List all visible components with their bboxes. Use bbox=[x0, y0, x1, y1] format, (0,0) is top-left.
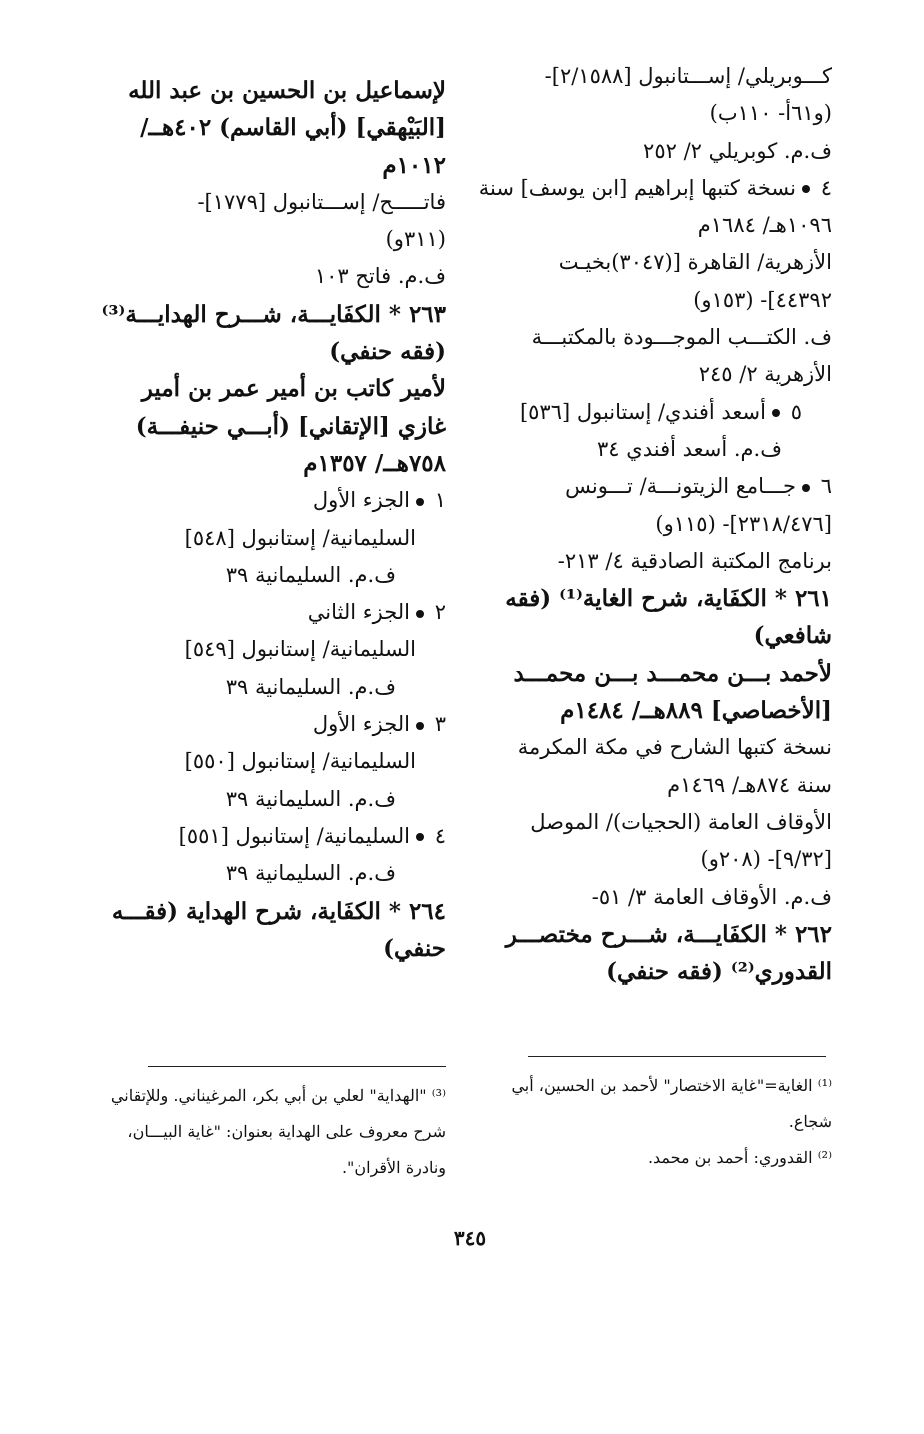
text-line bbox=[482, 207, 832, 244]
text-line bbox=[96, 781, 446, 818]
entry-heading-line bbox=[482, 580, 832, 617]
line-text: نسخة كتبها الشارح في مكة المكرمة bbox=[517, 735, 832, 760]
text-line bbox=[478, 170, 832, 207]
entry-heading-line bbox=[482, 953, 832, 990]
footnote-line: ⁽²⁾ القدوري: أحمد بن محمد. bbox=[647, 1148, 832, 1167]
bullet-icon bbox=[416, 498, 424, 506]
footnotes-right bbox=[492, 1068, 832, 1176]
text-line bbox=[482, 133, 832, 170]
line-text: لأمير كاتب بن أمير عمر بن أمير bbox=[141, 375, 446, 403]
left-column bbox=[96, 72, 446, 967]
footnote-line: ⁽¹⁾ الغاية="غاية الاختصار" لأحمد بن الحسين، أبي bbox=[511, 1076, 832, 1095]
text-line bbox=[96, 818, 446, 855]
line-text: سنة ٨٧٤هـ/ ١٤٦٩م bbox=[667, 772, 832, 797]
text-line bbox=[96, 258, 446, 295]
entry-heading-line bbox=[96, 930, 446, 967]
footnote-line: ونادرة الأقران". bbox=[341, 1158, 446, 1177]
line-text: حنفي) bbox=[383, 934, 446, 962]
line-text: السليمانية/ إستانبول [٥٥١] bbox=[178, 823, 410, 848]
line-text: السليمانية/ إستانبول [٥٤٨] bbox=[184, 525, 416, 550]
line-text: ١٠١٢م bbox=[382, 151, 446, 179]
line-text: ٢٦٢ * الكفَايـــة، شـــرح مختصـــر bbox=[505, 920, 832, 948]
line-text: ٧٥٨هــ/ ١٣٥٧م bbox=[303, 449, 446, 477]
line-text: السليمانية/ إستانبول [٥٤٩] bbox=[184, 637, 416, 662]
line-text: (٣١١و) bbox=[385, 227, 446, 252]
line-text: شافعي) bbox=[753, 622, 832, 650]
text-line bbox=[96, 669, 446, 706]
line-text: الأوقاف العامة (الحجيات)/ الموصل bbox=[530, 809, 832, 834]
line-text: ٢٦٣ * الكفَايـــة، شـــرح الهدايـــة⁽³⁾ bbox=[101, 300, 446, 328]
page-number: ٣٤٥ bbox=[453, 1226, 487, 1250]
line-text: الأزهرية/ القاهرة [(٣٠٤٧)بخيـت bbox=[558, 250, 832, 275]
text-line bbox=[482, 58, 832, 95]
footnote-line: شرح معروف على الهداية بعنوان: "غاية البيـــان، bbox=[127, 1122, 446, 1141]
text-line bbox=[96, 557, 446, 594]
text-line bbox=[96, 184, 446, 221]
entry-heading-line bbox=[482, 655, 832, 692]
line-text: (فقه حنفي) bbox=[329, 338, 446, 366]
bullet-icon bbox=[416, 833, 424, 841]
line-text: لأحمد بـــن محمـــد بـــن محمـــد bbox=[513, 659, 832, 687]
line-text: (و٦١أ- ١١٠ب) bbox=[709, 101, 832, 126]
entry-heading-line bbox=[482, 692, 832, 729]
line-text: فاتـــــح/ إســـتانبول [١٧٧٩]- bbox=[197, 189, 446, 214]
line-text: لإسماعيل بن الحسين بن عبد الله bbox=[128, 77, 446, 104]
bullet-icon bbox=[416, 610, 424, 618]
text-line bbox=[482, 431, 832, 468]
bullet-icon bbox=[802, 484, 810, 492]
line-text: [البَيْهقي] (أبي القاسم) ٤٠٢هــ/ bbox=[140, 114, 446, 142]
entry-heading-line bbox=[96, 72, 446, 109]
bullet-icon bbox=[802, 185, 810, 193]
entry-heading-line bbox=[96, 893, 446, 930]
entry-heading-line bbox=[96, 147, 446, 184]
text-line bbox=[96, 594, 446, 631]
line-text: ف.م. أسعد أفندي ٣٤ bbox=[597, 436, 782, 461]
text-line bbox=[96, 520, 446, 557]
text-line bbox=[482, 319, 832, 356]
item-number: ٢ bbox=[434, 600, 446, 625]
line-text: السليمانية/ إستانبول [٥٥٠] bbox=[184, 749, 416, 774]
line-text: [٢٣١٨/٤٧٦]- (١١٥و) bbox=[655, 511, 832, 536]
entry-heading-line bbox=[482, 916, 832, 953]
text-line bbox=[482, 767, 832, 804]
text-line bbox=[96, 482, 446, 519]
line-text: أسعد أفندي/ إستانبول [٥٣٦] bbox=[519, 399, 766, 424]
line-text: [الأخصاصي] ٨٨٩هــ/ ١٤٨٤م bbox=[560, 697, 832, 725]
text-line bbox=[482, 394, 832, 431]
entry-heading-line bbox=[96, 370, 446, 407]
text-line bbox=[482, 729, 832, 766]
line-text: ٢٦١ * الكفَاية، شرح الغاية⁽¹⁾ (فقه bbox=[505, 585, 832, 613]
entry-heading-line bbox=[482, 617, 832, 654]
text-line bbox=[96, 706, 446, 743]
footnote-divider-right bbox=[528, 1056, 826, 1057]
item-number: ٥ bbox=[790, 399, 802, 424]
item-number: ٤ bbox=[820, 175, 832, 200]
footnotes-left bbox=[106, 1078, 446, 1186]
line-text: ف.م. السليمانية ٣٩ bbox=[225, 562, 396, 587]
line-text: ف.م. كوبريلي ٢/ ٢٥٢ bbox=[643, 138, 832, 163]
text-line bbox=[482, 468, 832, 505]
entry-heading-line bbox=[96, 296, 446, 333]
line-text: القدوري⁽²⁾ (فقه حنفي) bbox=[606, 958, 832, 986]
text-line bbox=[482, 543, 832, 580]
line-text: ف.م. السليمانية ٣٩ bbox=[225, 786, 396, 811]
line-text: ف.م. السليمانية ٣٩ bbox=[225, 861, 396, 886]
line-text: ف.م. السليمانية ٣٩ bbox=[225, 674, 396, 699]
line-text: كـــوبريلي/ إســـتانبول [٢/١٥٨٨]- bbox=[544, 64, 832, 88]
text-line bbox=[482, 841, 832, 878]
line-text: الجزء الأول bbox=[312, 488, 410, 513]
line-text: ف.م. فاتح ١٠٣ bbox=[314, 264, 446, 289]
line-text: نسخة كتبها إبراهيم [ابن يوسف] سنة bbox=[478, 175, 796, 200]
item-number: ٦ bbox=[820, 474, 832, 499]
bullet-icon bbox=[416, 722, 424, 730]
line-text: ف.م. الأوقاف العامة ٣/ ٥١- bbox=[591, 884, 832, 909]
text-line bbox=[482, 879, 832, 916]
line-text: جـــامع الزيتونـــة/ تـــونس bbox=[565, 474, 796, 499]
entry-heading-line bbox=[96, 109, 446, 146]
text-line bbox=[482, 244, 832, 281]
line-text: ١٠٩٦هـ/ ١٦٨٤م bbox=[697, 213, 832, 238]
line-text: ٢٦٤ * الكفَاية، شرح الهداية (فقـــه bbox=[111, 897, 446, 925]
bullet-icon bbox=[772, 409, 780, 417]
line-text: غازي [الإتقاني] (أبـــي حنيفـــة) bbox=[135, 412, 446, 440]
item-number: ٣ bbox=[434, 712, 446, 737]
right-column bbox=[478, 58, 832, 990]
entry-heading-line bbox=[96, 333, 446, 370]
text-line bbox=[96, 221, 446, 258]
line-text: الجزء الأول bbox=[312, 712, 410, 737]
line-text: الأزهرية ٢/ ٢٤٥ bbox=[698, 362, 832, 387]
entry-heading-line bbox=[96, 445, 446, 482]
text-line bbox=[482, 282, 832, 319]
entry-heading-line bbox=[96, 408, 446, 445]
footnote-line: شجاع. bbox=[788, 1112, 832, 1131]
line-text: ف. الكتـــب الموجـــودة بالمكتبـــة bbox=[531, 325, 832, 350]
text-line bbox=[482, 95, 832, 132]
item-number: ٤ bbox=[434, 823, 446, 848]
text-line bbox=[482, 356, 832, 393]
line-text: [٩/٣٢]- (٢٠٨و) bbox=[700, 847, 832, 872]
line-text: ٤٤٣٩٢]- (١٥٣و) bbox=[693, 287, 832, 312]
text-line bbox=[96, 631, 446, 668]
text-line bbox=[96, 855, 446, 892]
text-line bbox=[482, 804, 832, 841]
line-text: برنامج المكتبة الصادقية ٤/ ٢١٣- bbox=[557, 548, 832, 573]
item-number: ١ bbox=[434, 488, 446, 513]
footnote-divider-left bbox=[148, 1066, 446, 1067]
text-line bbox=[96, 743, 446, 780]
text-line bbox=[482, 506, 832, 543]
line-text: الجزء الثاني bbox=[307, 600, 410, 625]
footnote-line: ⁽³⁾ "الهداية" لعلي بن أبي بكر، المرغيناني. وللإتقاني bbox=[110, 1086, 446, 1105]
